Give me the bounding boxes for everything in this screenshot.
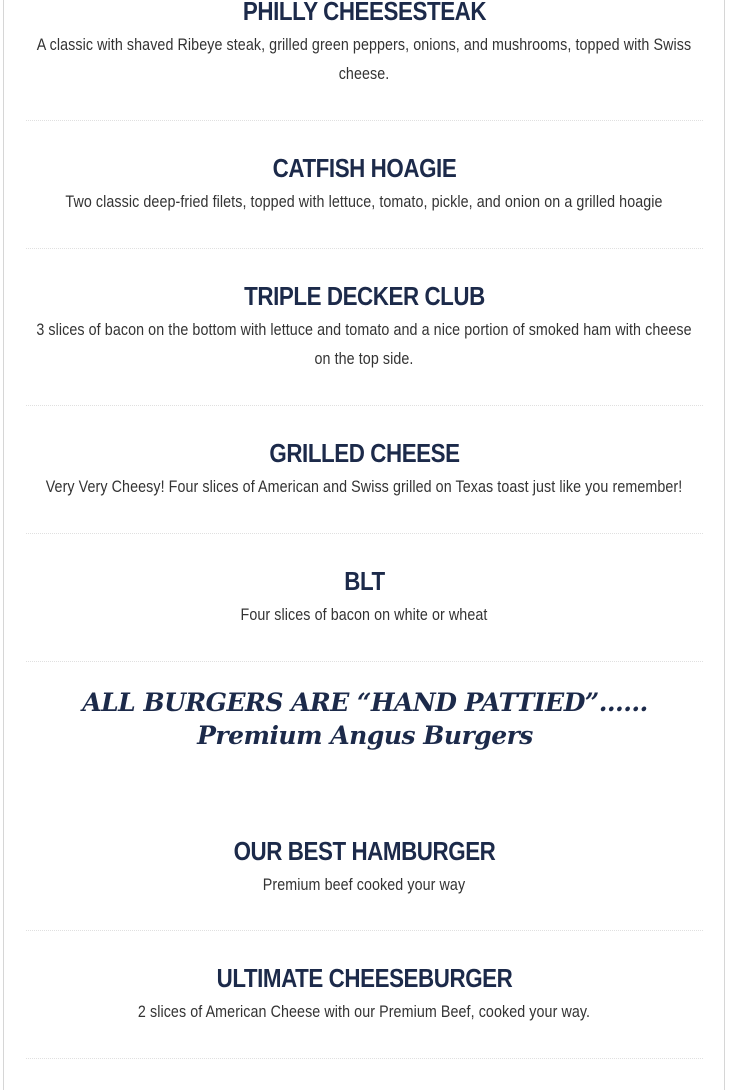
item-description: Premium beef cooked your way bbox=[262, 875, 466, 894]
item-title: ULTIMATE CHEESEBURGER bbox=[216, 963, 513, 993]
item-description: A classic with shaved Ribeye steak, grilled green peppers, onions, and mushrooms, topped with Swiss cheese. bbox=[36, 35, 692, 83]
divider bbox=[26, 120, 703, 121]
item-description: Two classic deep-fried filets, topped with lettuce, tomato, pickle, and onion on a grilled hoagie bbox=[65, 192, 663, 211]
item-description: Very Very Cheesy! Four slices of American and Swiss grilled on Texas toast just like you remember! bbox=[45, 477, 683, 496]
item-description: 2 slices of American Cheese with our Premium Beef, cooked your way. bbox=[137, 1002, 591, 1021]
menu-item-triple-decker-club bbox=[26, 281, 703, 373]
menu-item-catfish-hoagie bbox=[26, 153, 703, 216]
item-title: PHILLY CHEESESTEAK bbox=[242, 0, 487, 26]
divider bbox=[26, 930, 703, 931]
menu-item-ultimate-cheeseburger bbox=[26, 963, 703, 1026]
item-title: OUR BEST HAMBURGER bbox=[233, 836, 496, 866]
item-description: 3 slices of bacon on the bottom with lettuce and tomato and a nice portion of smoked ham with cheese on the top side. bbox=[36, 320, 692, 368]
divider bbox=[26, 1058, 703, 1059]
item-title: CATFISH HOAGIE bbox=[272, 153, 457, 183]
menu-item-blt bbox=[26, 566, 703, 629]
item-title: TRIPLE DECKER CLUB bbox=[244, 281, 485, 311]
divider bbox=[26, 533, 703, 534]
menu-item-philly-cheesesteak bbox=[26, 0, 703, 88]
menu-item-grilled-cheese bbox=[26, 438, 703, 501]
item-title: GRILLED CHEESE bbox=[269, 438, 460, 468]
divider bbox=[26, 248, 703, 249]
item-description: Four slices of bacon on white or wheat bbox=[240, 605, 488, 624]
burgers-section-heading: ALL BURGERS ARE “HAND PATTIED”……Premium Angus Burgers bbox=[82, 688, 648, 750]
divider bbox=[26, 661, 703, 662]
item-title: BLT bbox=[344, 566, 385, 596]
divider bbox=[26, 405, 703, 406]
menu-item-our-best-hamburger bbox=[26, 836, 703, 899]
